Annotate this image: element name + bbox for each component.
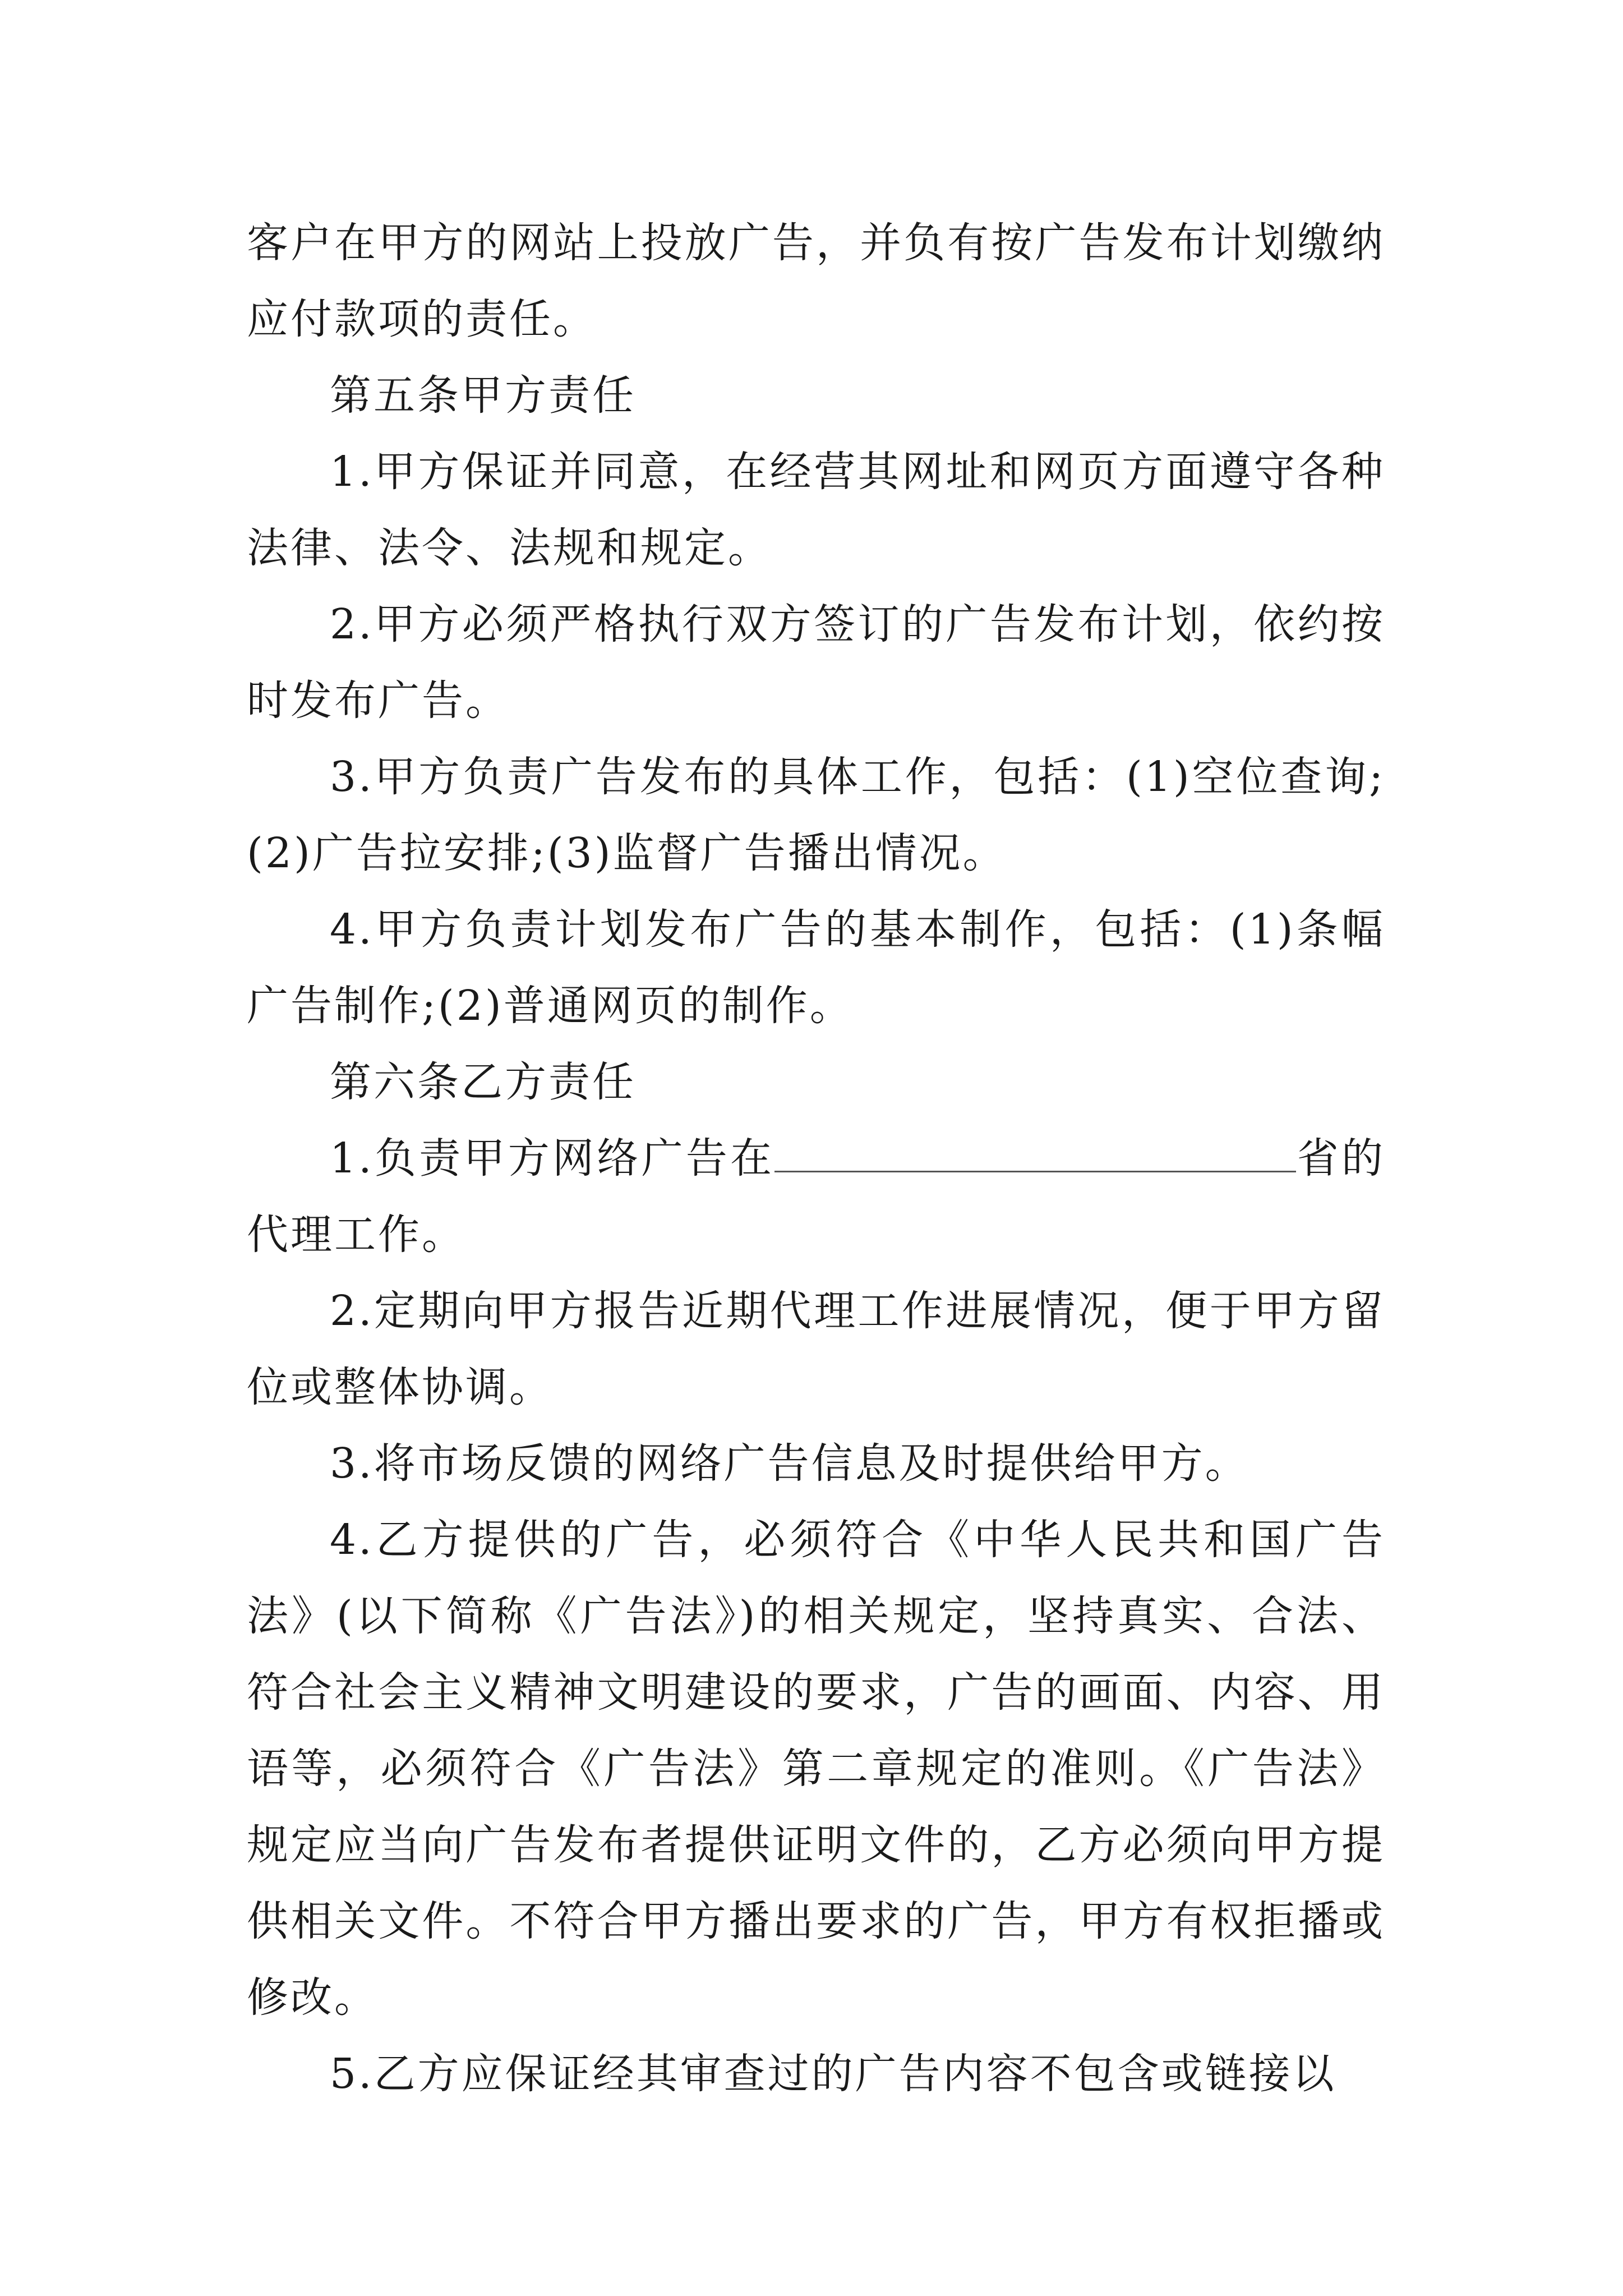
clause-6-1-before: 1.负责甲方网络广告在	[330, 1134, 775, 1182]
clause-6-1-after: 省的代理工作。	[247, 1134, 1386, 1259]
province-blank-line	[774, 1137, 1296, 1172]
clause-6-3: 3.将市场反馈的网络广告信息及时提供给甲方。	[330, 1439, 1249, 1488]
clause-5-1: 1.甲方保证并同意，在经营其网址和网页方面遵守各种法律、法令、法规和规定。	[247, 448, 1385, 572]
section-heading-article-5: 第五条甲方责任	[330, 371, 636, 420]
contract-body	[247, 205, 1385, 2112]
paragraph-continuation: 客户在甲方的网站上投放广告，并负有按广告发布计划缴纳应付款项的责任。	[247, 219, 1385, 343]
clause-6-4: 4.乙方提供的广告，必须符合《中华人民共和国广告法》(以下简称《广告法》)的相关规定，坚持真实、合法、符合社会主义精神文明建设的要求，广告的画面、内容、用语等，必须符合《广告法》第二章规定的准则。《广告法》规定应当向广告发布者提供证明文件的，乙方必须向甲方提供相关文件。不符合甲方播出要求的广告，甲方有权拒播或修改。	[247, 1516, 1385, 2022]
clause-5-2: 2.甲方必须严格执行双方签订的广告发布计划，依约按时发布广告。	[247, 600, 1385, 725]
clause-6-2: 2.定期向甲方报告近期代理工作进展情况，便于甲方留位或整体协调。	[247, 1287, 1385, 1411]
clause-6-5: 5.乙方应保证经其审查过的广告内容不包含或链接以	[330, 2050, 1336, 2098]
section-heading-article-6: 第六条乙方责任	[330, 1058, 636, 1106]
clause-5-4: 4.甲方负责计划发布广告的基本制作，包括：(1)条幅广告制作;(2)普通网页的制作。	[247, 905, 1385, 1030]
clause-6-1	[247, 1120, 1385, 1273]
clause-5-3: 3.甲方负责广告发布的具体工作，包括：(1)空位查询;(2)广告拉安排;(3)监督广告播出情况。	[247, 753, 1385, 877]
